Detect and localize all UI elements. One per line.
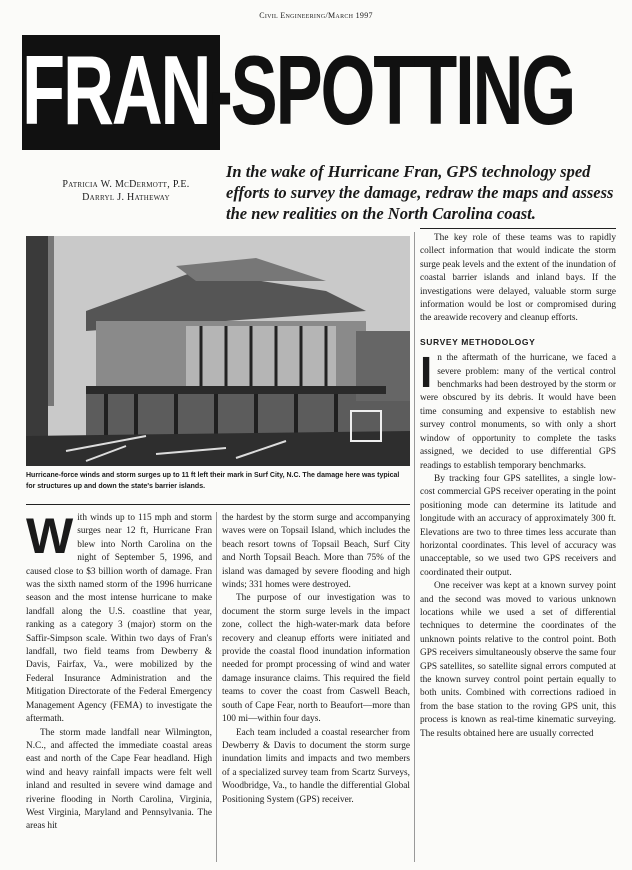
paragraph: By tracking four GPS satellites, a single low-cost commercial GPS receiver operating in the point positioning mode can determine its latitude and longitude with an accuracy of approximately 300 ft. Elevations are two to three times less accurate than horizontal coordinates. This level of accuracy was unacceptable, so we used two GPS receivers and coordinated their output. (420, 473, 616, 578)
body-column-1 (26, 512, 212, 862)
divider-rule (26, 504, 410, 505)
section-heading: SURVEY METHODOLOGY (420, 336, 536, 347)
paragraph: The purpose of our investigation was to document the storm surge levels in the impact zone, collect the high-water-mark data before recovery and cleanup efforts were initiated and provide the coastal flood inundation information needed for prompt processing of wind and water damage insurance claims. This required the field teams to cover the coast from Caswell Beach, south of Cape Fear, north to Beaufort—more than 100 mi—within four days. (222, 593, 410, 725)
author-2: Darryl J. Hatheway (82, 192, 170, 203)
body-column-3 (420, 232, 616, 864)
paragraph: The key role of these teams was to rapidly collect information that would indicate the storm surge peak levels and the extent of the inundation of coastal barrier islands and inland bays. If the investigations were delayed, valuable storm surge information would be lost or compromised during the areawide recovery and cleanup efforts. (420, 233, 616, 324)
running-head: Civil Engineering/March 1997 (259, 11, 373, 20)
column-divider (216, 512, 217, 862)
title-part2: -SPOTTING (209, 35, 575, 145)
hurricane-damage-photo (26, 236, 410, 466)
paragraph: ith winds up to 115 mph and storm surges near 12 ft, Hurricane Fran blew into North Carolina on the night of September 5, 1996, and caused close to $3 billion worth of damage. Fran was the sixth named storm of the 1996 hurricane season and the most intense hurricane to make landfall along the U.S. coastline that year, ranking as a category 3 (major) storm on the Saffir-Simpson scale. Within two days of Fran's landfall, two field teams from Dewberry & Davis, Fairfax, Va., were mobilized by the Federal Insurance Administration and the Mitigation Directorate of the Federal Emergency Management Agency (FEMA) to investigate the aftermath. (26, 513, 212, 725)
body-column-2 (222, 512, 410, 862)
drop-cap: W (26, 512, 74, 564)
column-divider (414, 232, 415, 862)
deck-subtitle: In the wake of Hurricane Fran, GPS technology sped efforts to survey the damage, redraw the maps and assess the new realities on the North Carolina coast. (226, 162, 614, 223)
paragraph: n the aftermath of the hurricane, we faced a severe problem: many of the vertical control benchmarks had been destroyed by the storm or were obscured by its debris. It would have been time consuming and expensive to establish new survey control monuments, so with only a short window of opportunity to complete the tasks assigned, we decided to use differential GPS readings to establish temporary benchmarks. (420, 353, 616, 471)
photo-caption: Hurricane-force winds and storm surges up to 11 ft left their mark in Surf City, N.C. The damage here was typical for structures up and down the state's barrier islands. (26, 472, 400, 490)
paragraph: Each team included a coastal researcher from Dewberry & Davis to document the storm surge inundation limits and impacts and two members of a specialized survey team from Scartz Surveys, Woodbridge, Va., to handle the differential Global Positioning System (GPS) receiver. (222, 727, 410, 805)
drop-cap: I (420, 348, 433, 398)
paragraph: The storm made landfall near Wilmington, N.C., and affected the immediate coastal areas east and north of the Cape Fear headland. High wind and heavy rainfall impacts were felt well inland and resulted in severe wind damage and riverine flooding in North Carolina, Virginia, West Virginia, Maryland and Pennsylvania. The areas hit (26, 727, 212, 832)
paragraph: One receiver was kept at a known survey point and the second was moved to various unknown locations while we used a set of differential techniques to determine the coordinates of the unknown points relative to the control point. Both GPS receivers simultaneously observe the same four GPS satellites, so satellite signal errors computed at the known survey control point pertain equally to both units. Combined with corrections radioed in from the base station to the roving GPS unit, this process is known as real-time kinematic surveying. The results obtained here are usually corrected (420, 581, 616, 739)
title-part1: FRAN (22, 35, 210, 145)
author-1: Patricia W. McDermott, P.E. (62, 179, 190, 190)
paragraph: the hardest by the storm surge and accompanying waves were on Topsail Island, which includes the beach resort towns of Topsail Beach, Surf City and North Topsail Beach. More than 75% of the island was damaged by severe flooding and high winds; 331 homes were destroyed. (222, 513, 410, 591)
article-title (22, 35, 620, 150)
divider-rule-right (420, 228, 616, 229)
damaged-house-illustration (26, 236, 410, 466)
byline (36, 178, 216, 204)
title-text (22, 33, 575, 148)
